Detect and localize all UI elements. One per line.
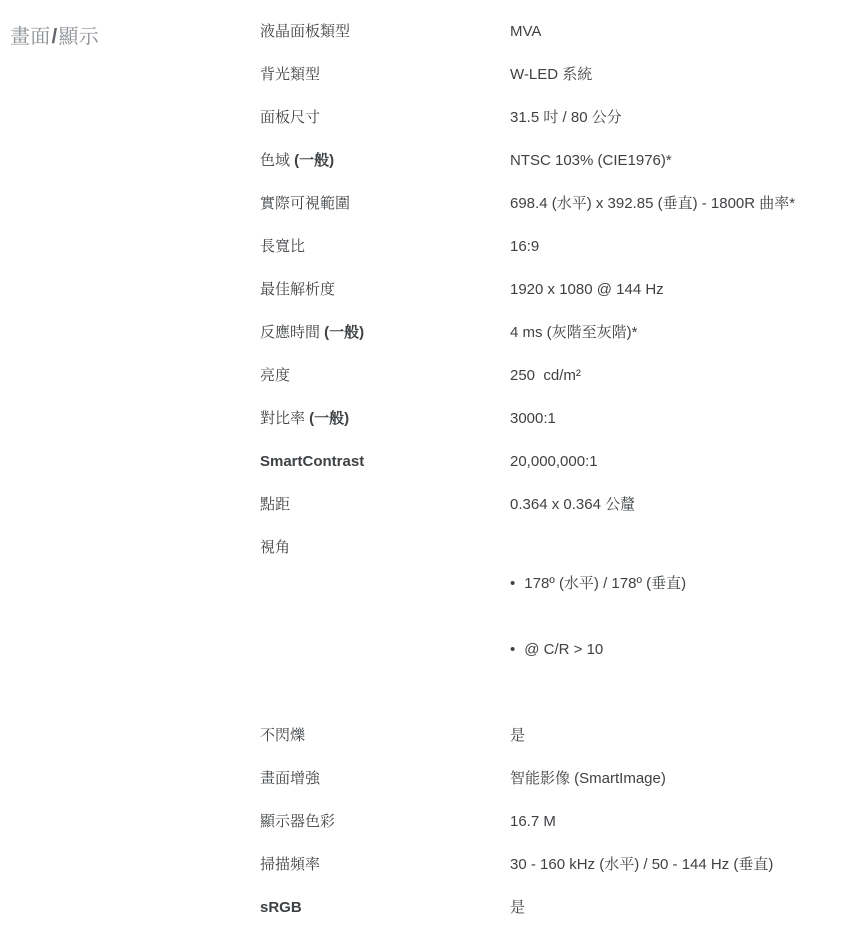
spec-row-aspect-ratio <box>260 226 850 269</box>
section-title-part1: 畫面 <box>10 26 51 48</box>
spec-row-max-resolution <box>260 269 850 312</box>
spec-label-text: 亮度 <box>260 367 291 384</box>
spec-value-bullet-item <box>510 641 840 659</box>
bullet-text: 178º (水平) / 178º (垂直) <box>524 575 687 592</box>
spec-label <box>260 195 510 213</box>
spec-label-bold: (一般) <box>309 410 350 427</box>
spec-row-backlight-type <box>260 54 850 97</box>
section-heading-column <box>0 0 260 930</box>
spec-label-text: 色域 <box>260 152 295 169</box>
section-title <box>10 20 260 49</box>
spec-row-srgb <box>260 887 850 930</box>
bullet-text: @ C/R > 10 <box>524 641 604 658</box>
spec-label-text: 對比率 <box>260 410 310 427</box>
spec-value: 30 - 160 kHz (水平) / 50 - 144 Hz (垂直) <box>510 856 774 873</box>
spec-label <box>260 66 510 84</box>
spec-value: W-LED 系統 <box>510 66 593 83</box>
spec-row-contrast-ratio <box>260 398 850 441</box>
spec-label-bold: (一般) <box>324 324 365 341</box>
spec-label <box>260 856 510 874</box>
spec-value: MVA <box>510 23 542 40</box>
section-title-slash: / <box>51 26 58 48</box>
spec-label <box>260 367 510 385</box>
spec-value: 是 <box>510 727 526 744</box>
spec-label <box>260 238 510 256</box>
spec-row-effective-viewing-area <box>260 183 850 226</box>
spec-row-panel-size <box>260 97 850 140</box>
spec-label-text: 不閃爍 <box>260 727 306 744</box>
spec-label-text: 背光類型 <box>260 66 321 83</box>
spec-value: 698.4 (水平) x 392.85 (垂直) - 1800R 曲率* <box>510 195 796 212</box>
spec-label-text: 長寬比 <box>260 238 306 255</box>
spec-label-text: 反應時間 <box>260 324 325 341</box>
section-title-part2: 顯示 <box>58 26 100 48</box>
spec-label-text: 最佳解析度 <box>260 281 336 298</box>
spec-value: 3000:1 <box>510 410 556 427</box>
spec-row-smartcontrast <box>260 441 850 484</box>
spec-row-scanning-frequency <box>260 844 850 887</box>
spec-label <box>260 324 510 342</box>
spec-label-bold: (一般) <box>294 152 335 169</box>
spec-label-text: 畫面增強 <box>260 770 321 787</box>
spec-row-picture-enhancement <box>260 758 850 801</box>
bullet-icon: • <box>510 575 516 592</box>
spec-label <box>260 109 510 127</box>
spec-value: 智能影像 (SmartImage) <box>510 770 666 787</box>
spec-value: 0.364 x 0.364 公釐 <box>510 496 636 513</box>
spec-label <box>260 539 510 557</box>
spec-value-bullet-item <box>510 575 840 593</box>
spec-row-color-gamut <box>260 140 850 183</box>
spec-row-response-time <box>260 312 850 355</box>
spec-value: NTSC 103% (CIE1976)* <box>510 152 672 169</box>
spec-value: 250 cd/m² <box>510 367 581 384</box>
spec-label-text: 顯示器色彩 <box>260 813 336 830</box>
spec-row-flicker-free <box>260 715 850 758</box>
spec-value: 20,000,000:1 <box>510 453 598 470</box>
spec-value: 16:9 <box>510 238 540 255</box>
spec-label <box>260 813 510 831</box>
spec-value: 4 ms (灰階至灰階)* <box>510 324 638 341</box>
spec-row-brightness <box>260 355 850 398</box>
spec-label-text: 面板尺寸 <box>260 109 321 126</box>
spec-label-text: 掃描頻率 <box>260 856 321 873</box>
spec-label <box>260 899 510 917</box>
spec-label <box>260 281 510 299</box>
spec-value: 是 <box>510 899 526 916</box>
spec-label <box>260 453 510 471</box>
spec-row-display-colors <box>260 801 850 844</box>
spec-label <box>260 770 510 788</box>
spec-label-bold: sRGB <box>260 899 302 916</box>
spec-table <box>260 0 850 930</box>
spec-value: 31.5 吋 / 80 公分 <box>510 109 622 126</box>
spec-label <box>260 152 510 170</box>
spec-label <box>260 727 510 745</box>
spec-label-text: 視角 <box>260 539 291 556</box>
spec-value: 16.7 M <box>510 813 556 830</box>
spec-label-text: 點距 <box>260 496 291 513</box>
spec-label-text: 液晶面板類型 <box>260 23 351 40</box>
spec-row-viewing-angle <box>260 527 850 715</box>
spec-label-bold: SmartContrast <box>260 453 365 470</box>
bullet-icon: • <box>510 641 516 658</box>
spec-label <box>260 496 510 514</box>
spec-label <box>260 410 510 428</box>
spec-row-lcd-panel-type <box>260 11 850 54</box>
spec-label <box>260 23 510 41</box>
spec-value: 1920 x 1080 @ 144 Hz <box>510 281 664 298</box>
spec-label-text: 實際可視範圍 <box>260 195 351 212</box>
spec-value <box>510 539 850 695</box>
spec-row-pixel-pitch <box>260 484 850 527</box>
